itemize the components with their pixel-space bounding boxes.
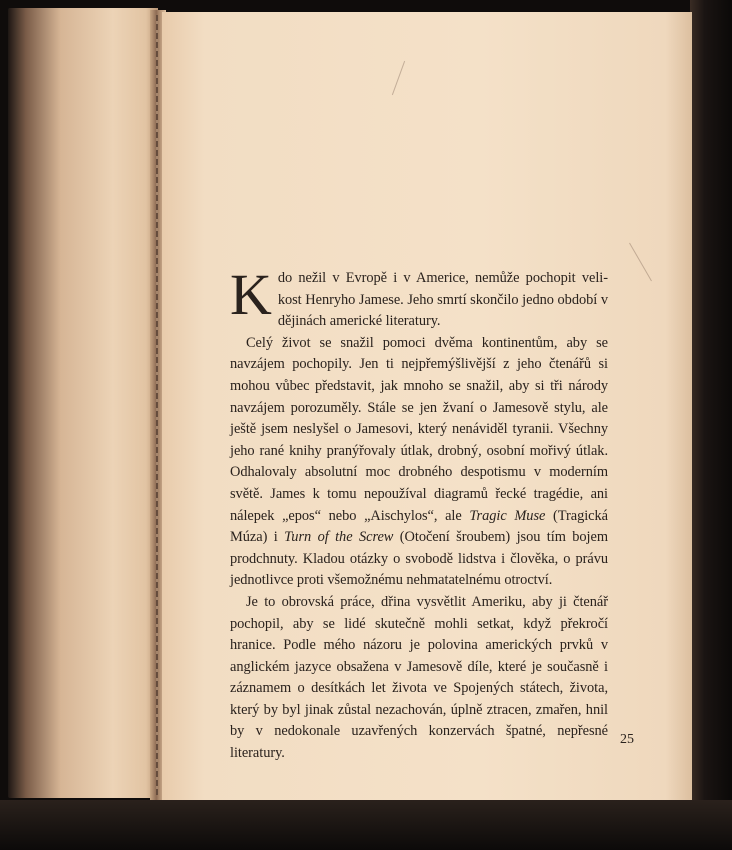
paragraph-2-text: Celý život se snažil pomoci dvěma kontinentům, aby se navzájem pochopily. Jen ti nejpřemýšlivější z jeho čtenářů si mohou vůbec představit, jak mnoho se snažil, aby si tři národy navzájem porozuměly. Stále se jen žvaní o Jamesově stylu, ale ještě jsem neslyšel o Jamesovi, který nenáviděl tyranii. Všechny jeho rané knihy pranýřovaly útlak, drobný, osobní mořivý útlak. Odhalovaly absolutní moc drobného despotismu v moderním světě. James k tomu nepoužíval diagramů řecké tragédie, ani nálepek „epos“ nebo „Aischylos“, ale xyxy=(230,334,608,524)
book-bottom-edge xyxy=(0,800,732,850)
drop-cap: K xyxy=(230,262,272,327)
body-text xyxy=(230,262,608,765)
paragraph-1-first-line: do nežil v Evropě i v Americe, nemůže pochopit veli- xyxy=(277,270,608,286)
paragraph-1 xyxy=(230,262,608,333)
left-page xyxy=(8,8,158,798)
title-tragic-muse: Tragic Muse xyxy=(469,507,546,524)
paragraph-3-text: Je to obrovská práce, dřina vysvětlit Ameriku, aby ji čtenář pochopil, aby se lidé skutečně mohli setkat, když překročí hranice. Podle mého názoru je polovina amerických prvků v anglickém jazyce obsažena v Jamesově díle, které je současně i záznamem o desítkách let života ve Spojených státech, života, který by byl jinak zůstal nezachován, úplně ztracen, zmařen, hnil by v nedokonale uzavřených konzervách špatné, nepřesné literatury. xyxy=(230,593,608,762)
book-edge-shadow xyxy=(690,0,732,850)
page-number: 25 xyxy=(620,732,634,747)
title-turn-of-the-screw: Turn of the Screw xyxy=(284,529,394,546)
binding-stitch xyxy=(156,15,158,795)
paragraph-2-mid: (Tragická Múza) i xyxy=(230,507,608,546)
paragraph-2-end: (Otočení šroubem) jsou tím bojem prodchnuty. Kladou otázky o svobodě lidstva i člověka, o právu jednotlivce proti všemožnému nehmatatelnému otroctví. xyxy=(230,529,608,589)
paragraph-3 xyxy=(230,592,608,765)
paragraph-1-rest: kost Henryho Jamese. Jeho smrtí skončilo jedno období v dějinách americké literatury. xyxy=(277,291,608,330)
paragraph-2 xyxy=(230,333,608,592)
